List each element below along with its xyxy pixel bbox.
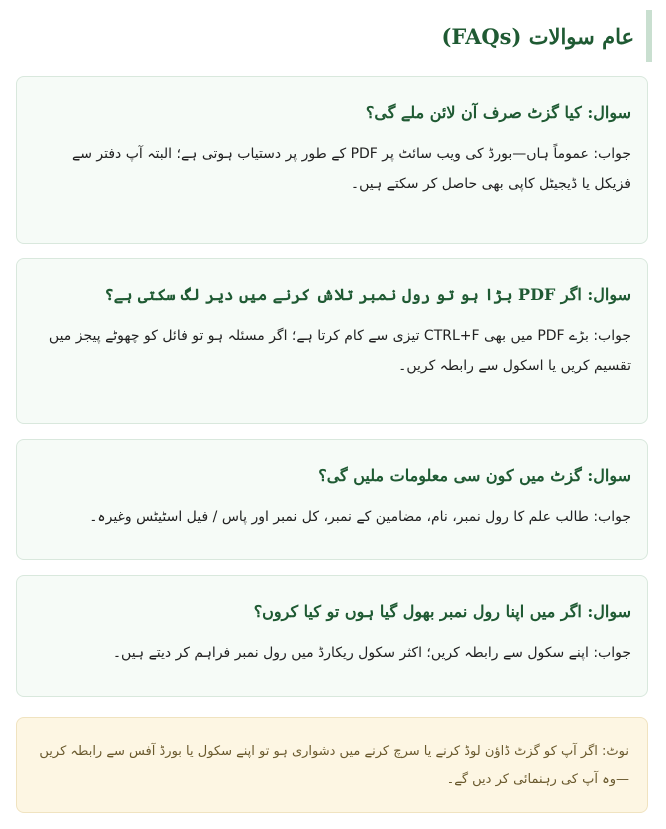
faq-card xyxy=(16,575,648,697)
faq-question: سوال: اگر میں اپنا رول نمبر بھول گیا ہوں تو کیا کروں؟ xyxy=(253,602,631,621)
faq-question: سوال: گزٹ میں کون سی معلومات ملیں گی؟ xyxy=(318,466,631,485)
section-heading-block xyxy=(441,10,652,62)
faq-question: سوال: اگر PDF بڑا ہو تو رول نمبر تلاش کرنے میں دیر لگ سکتی ہے؟ xyxy=(104,285,631,304)
faq-answer: جواب: عموماً ہاں—بورڈ کی ویب سائٹ پر PDF کے طور پر دستیاب ہوتی ہے؛ البتہ آپ دفتر سے فزیکل یا ڈیجیٹل کاپی بھی حاصل کر سکتے ہیں۔ xyxy=(72,146,631,192)
faq-answer: جواب: بڑے PDF میں بھی CTRL+F تیزی سے کام کرتا ہے؛ اگر مسئلہ ہو تو فائل کو چھوٹے پیجز میں تقسیم کریں یا اسکول سے رابطہ کریں۔ xyxy=(48,328,631,374)
faq-answer: جواب: طالب علم کا رول نمبر، نام، مضامین کے نمبر، کل نمبر اور پاس / فیل اسٹیٹس وغیرہ۔ xyxy=(89,509,631,525)
faq-card xyxy=(16,439,648,560)
faq-answer: جواب: اپنے سکول سے رابطہ کریں؛ اکثر سکول ریکارڈ میں رول نمبر فراہم کر دیتے ہیں۔ xyxy=(112,645,631,661)
help-note: نوٹ: اگر آپ کو گزٹ ڈاؤن لوڈ کرنے یا سرچ کرنے میں دشواری ہو تو اپنے سکول یا بورڈ آفس سے رابطہ کریں—وہ آپ کی رہنمائی کر دیں گے۔ xyxy=(16,717,648,813)
faq-card xyxy=(16,76,648,244)
faq-card xyxy=(16,258,648,424)
faq-question: سوال: کیا گزٹ صرف آن لائن ملے گی؟ xyxy=(365,103,631,122)
section-heading: عام سوالات (FAQs) xyxy=(441,23,634,49)
